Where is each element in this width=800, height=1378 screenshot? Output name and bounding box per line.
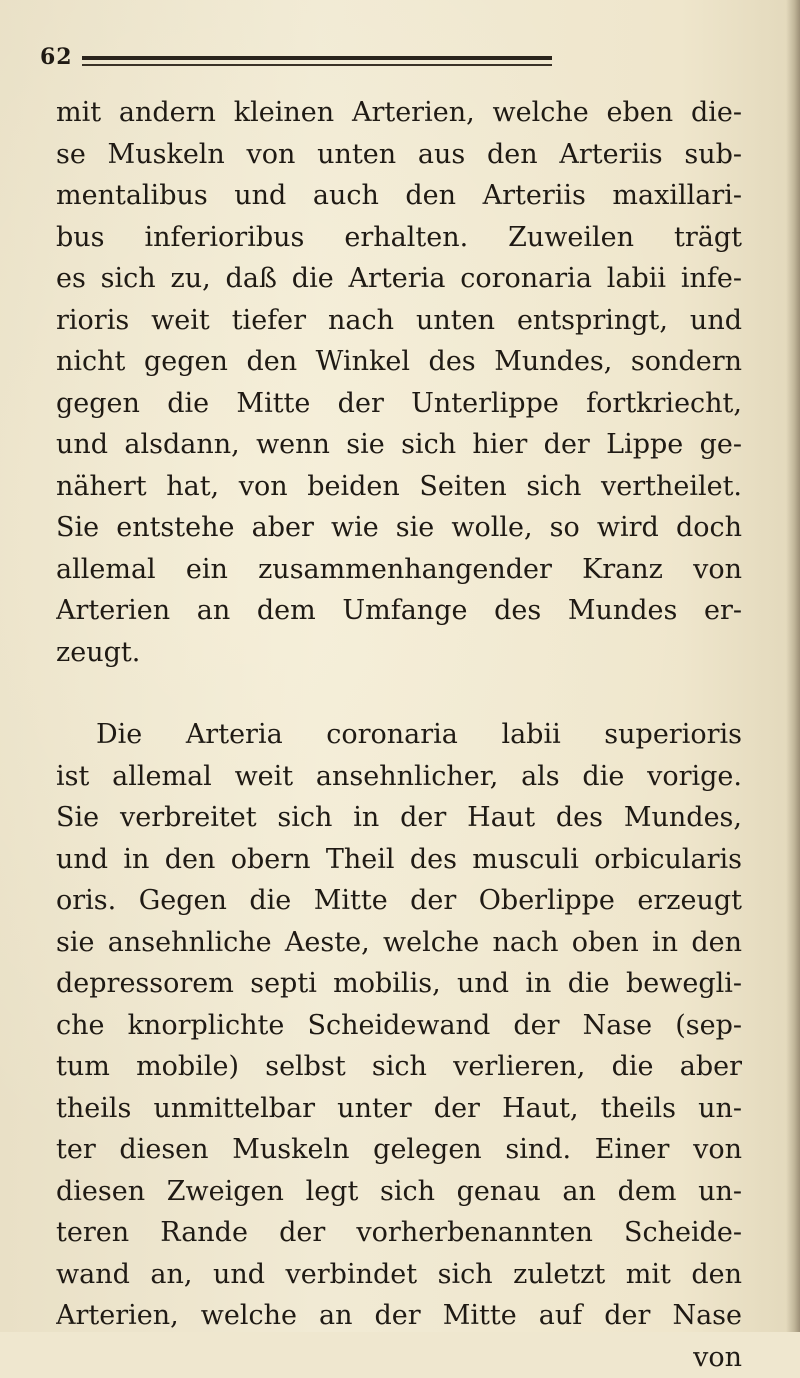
text-line: Arterien an dem Umfange des Mundes er- [56,590,742,632]
header-rule-thick [82,56,552,60]
text-line: Sie entstehe aber wie sie wolle, so wird doch [56,507,742,549]
page-number: 62 [40,44,73,70]
text-line: rioris weit tiefer nach unten entspringt, und [56,300,742,342]
text-line: ist allemal weit ansehnlicher, als die vorige. [56,756,742,798]
text-line: mentalibus und auch den Arteriis maxillari- [56,175,742,217]
text-line: teren Rande der vorherbenannten Scheide- [56,1212,742,1254]
text-line: Die Arteria coronaria labii superioris [56,714,742,756]
text-line: wand an, und verbindet sich zuletzt mit den [56,1254,742,1296]
text-line: bus inferioribus erhalten. Zuweilen trägt [56,217,742,259]
text-line: mit andern kleinen Arterien, welche eben die- [56,92,742,134]
text-line: zeugt. [56,632,742,674]
text-line: und in den obern Theil des musculi orbicularis [56,839,742,881]
text-line: und alsdann, wenn sie sich hier der Lippe ge- [56,424,742,466]
text-line: Sie verbreitet sich in der Haut des Mundes, [56,797,742,839]
text-line: nicht gegen den Winkel des Mundes, sondern [56,341,742,383]
text-line: sie ansehnliche Aeste, welche nach oben in den [56,922,742,964]
body-text [56,92,742,1378]
header-rule-thin [82,64,552,66]
text-line: Arterien, welche an der Mitte auf der Nase [56,1295,742,1337]
text-line: theils unmittelbar unter der Haut, theils un- [56,1088,742,1130]
text-line: che knorplichte Scheidewand der Nase (sep- [56,1005,742,1047]
text-line: ter diesen Muskeln gelegen sind. Einer von [56,1129,742,1171]
text-line: tum mobile) selbst sich verlieren, die aber [56,1046,742,1088]
text-line: es sich zu, daß die Arteria coronaria labii infe- [56,258,742,300]
text-line: oris. Gegen die Mitte der Oberlippe erzeugt [56,880,742,922]
text-line: depressorem septi mobilis, und in die bewegli- [56,963,742,1005]
text-line: gegen die Mitte der Unterlippe fortkriecht, [56,383,742,425]
text-line: allemal ein zusammenhangender Kranz von [56,549,742,591]
text-line: se Muskeln von unten aus den Arteriis sub- [56,134,742,176]
text-line: nähert hat, von beiden Seiten sich vertheilet. [56,466,742,508]
catchword: von [56,1337,742,1378]
page-edge-shadow [786,0,800,1332]
text-line: diesen Zweigen legt sich genau an dem un- [56,1171,742,1213]
